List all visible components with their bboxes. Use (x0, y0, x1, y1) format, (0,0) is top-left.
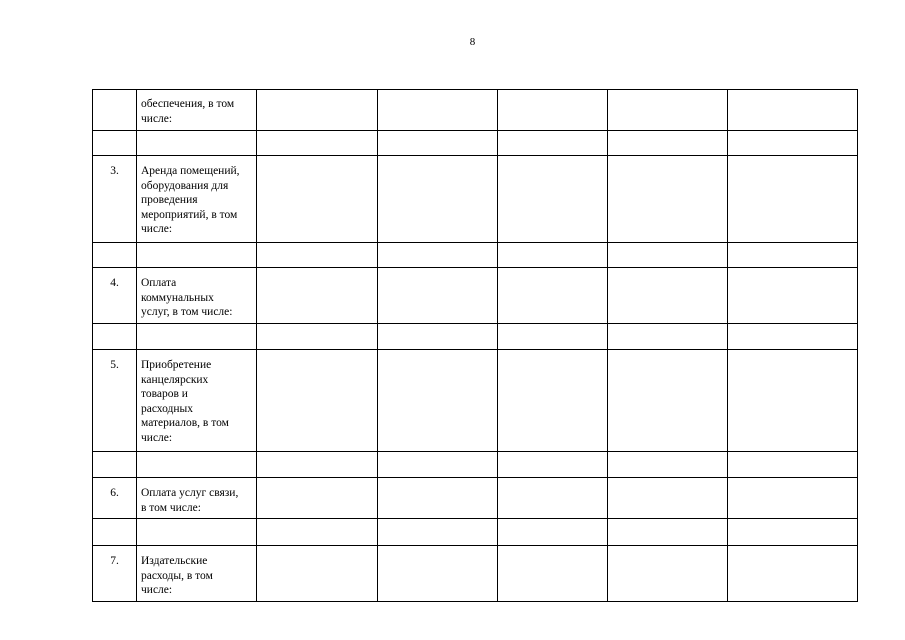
expense-item: обеспечения, в том числе: (137, 90, 257, 131)
value-cell (378, 324, 498, 350)
value-cell (728, 156, 858, 243)
value-cell (498, 452, 608, 478)
value-cell (498, 478, 608, 519)
value-cell (257, 156, 378, 243)
expense-item: Издательские расходы, в том числе: (137, 546, 257, 602)
value-cell (498, 156, 608, 243)
value-cell (378, 546, 498, 602)
row-number (93, 131, 137, 156)
value-cell (608, 546, 728, 602)
value-cell (378, 90, 498, 131)
value-cell (378, 131, 498, 156)
value-cell (728, 350, 858, 452)
row-number (93, 243, 137, 268)
value-cell (498, 268, 608, 324)
value-cell (257, 478, 378, 519)
value-cell (257, 324, 378, 350)
value-cell (498, 519, 608, 546)
row-number (93, 90, 137, 131)
expense-item (137, 452, 257, 478)
value-cell (728, 324, 858, 350)
value-cell (257, 90, 378, 131)
table-row (93, 156, 858, 243)
table-row (93, 546, 858, 602)
value-cell (608, 243, 728, 268)
value-cell (498, 131, 608, 156)
budget-table (92, 89, 858, 602)
table-row (93, 324, 858, 350)
value-cell (728, 519, 858, 546)
value-cell (378, 350, 498, 452)
value-cell (378, 452, 498, 478)
row-number (93, 519, 137, 546)
value-cell (608, 519, 728, 546)
table-row (93, 243, 858, 268)
value-cell (728, 243, 858, 268)
row-number (93, 324, 137, 350)
expense-item (137, 519, 257, 546)
value-cell (728, 478, 858, 519)
row-number: 7. (93, 546, 137, 602)
expense-item (137, 131, 257, 156)
value-cell (378, 519, 498, 546)
value-cell (608, 350, 728, 452)
table-row (93, 478, 858, 519)
value-cell (257, 131, 378, 156)
table-row (93, 452, 858, 478)
value-cell (608, 452, 728, 478)
value-cell (257, 350, 378, 452)
value-cell (608, 324, 728, 350)
value-cell (257, 268, 378, 324)
expense-item: Приобретение канцелярских товаров и расходных материалов, в том числе: (137, 350, 257, 452)
value-cell (257, 546, 378, 602)
value-cell (498, 350, 608, 452)
value-cell (257, 452, 378, 478)
value-cell (498, 243, 608, 268)
table-row (93, 350, 858, 452)
value-cell (498, 90, 608, 131)
value-cell (608, 478, 728, 519)
row-number: 5. (93, 350, 137, 452)
value-cell (608, 268, 728, 324)
table-row (93, 131, 858, 156)
value-cell (257, 519, 378, 546)
value-cell (498, 324, 608, 350)
page-number: 8 (469, 36, 476, 48)
row-number: 3. (93, 156, 137, 243)
row-number: 4. (93, 268, 137, 324)
value-cell (728, 90, 858, 131)
expense-item (137, 324, 257, 350)
table-row (93, 268, 858, 324)
row-number (93, 452, 137, 478)
value-cell (728, 131, 858, 156)
expense-item: Оплата услуг связи, в том числе: (137, 478, 257, 519)
value-cell (498, 546, 608, 602)
value-cell (257, 243, 378, 268)
value-cell (378, 268, 498, 324)
expense-item (137, 243, 257, 268)
expense-item: Оплата коммунальных услуг, в том числе: (137, 268, 257, 324)
value-cell (728, 268, 858, 324)
expense-item: Аренда помещений, оборудования для проведения мероприятий, в том числе: (137, 156, 257, 243)
row-number: 6. (93, 478, 137, 519)
table-row (93, 90, 858, 131)
value-cell (608, 90, 728, 131)
value-cell (608, 156, 728, 243)
value-cell (378, 156, 498, 243)
value-cell (728, 452, 858, 478)
value-cell (608, 131, 728, 156)
value-cell (378, 478, 498, 519)
value-cell (728, 546, 858, 602)
value-cell (378, 243, 498, 268)
table-row (93, 519, 858, 546)
